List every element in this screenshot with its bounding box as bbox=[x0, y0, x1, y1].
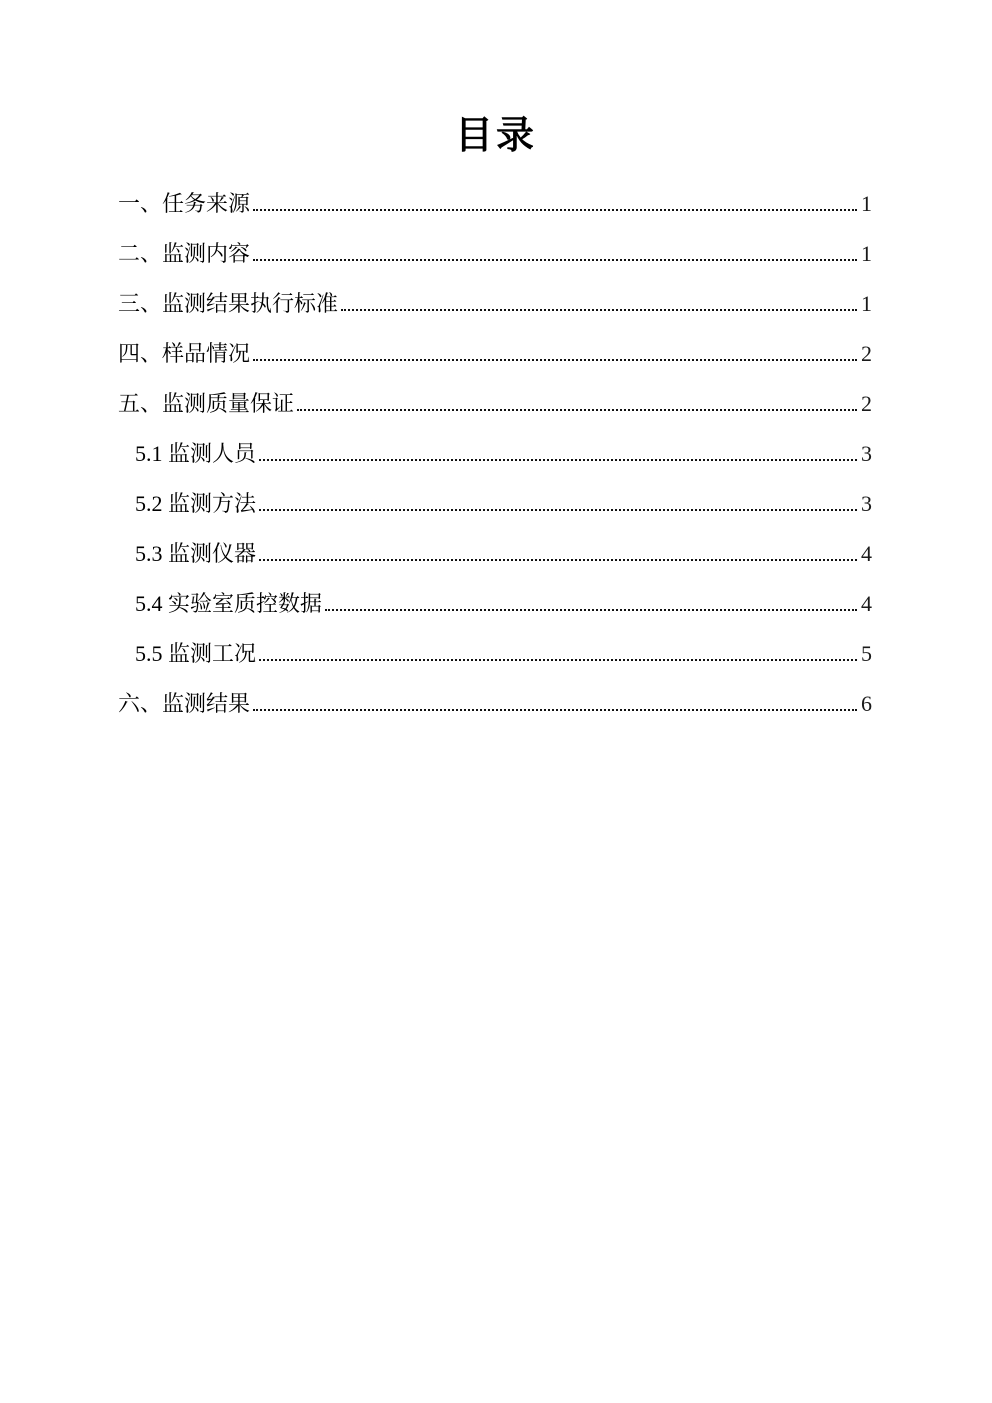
toc-page-number: 4 bbox=[861, 591, 872, 616]
toc-entry[interactable] bbox=[118, 329, 872, 379]
toc-title: 目录 bbox=[454, 115, 537, 157]
toc-entry[interactable] bbox=[135, 579, 872, 629]
toc-page-number: 6 bbox=[861, 691, 872, 716]
dot-leader bbox=[253, 209, 857, 211]
toc-entry[interactable] bbox=[135, 429, 872, 479]
dot-leader bbox=[297, 409, 857, 411]
dot-leader bbox=[259, 509, 857, 511]
toc-page-number: 5 bbox=[861, 641, 872, 666]
toc-entry-label: 六、监测结果 bbox=[118, 691, 251, 716]
toc-page-number: 1 bbox=[861, 191, 872, 216]
toc-entry[interactable] bbox=[118, 229, 872, 279]
toc-entry[interactable] bbox=[118, 679, 872, 729]
toc-entry[interactable] bbox=[135, 529, 872, 579]
toc-entry-label: 四、样品情况 bbox=[118, 341, 251, 366]
toc-page-number: 2 bbox=[861, 341, 872, 366]
toc-entry[interactable] bbox=[135, 629, 872, 679]
toc-page-number: 2 bbox=[861, 391, 872, 416]
dot-leader bbox=[259, 559, 857, 561]
toc-entry-label: 五、监测质量保证 bbox=[118, 391, 295, 416]
toc-entry[interactable] bbox=[135, 479, 872, 529]
table-of-contents bbox=[118, 179, 872, 729]
toc-page-number: 1 bbox=[861, 291, 872, 316]
toc-entry-label: 5.1 监测人员 bbox=[135, 441, 257, 466]
dot-leader bbox=[253, 359, 857, 361]
toc-entry-label: 5.2 监测方法 bbox=[135, 491, 257, 516]
toc-entry-label: 5.4 实验室质控数据 bbox=[135, 591, 323, 616]
toc-page-number: 3 bbox=[861, 491, 872, 516]
dot-leader bbox=[253, 709, 857, 711]
dot-leader bbox=[253, 259, 857, 261]
toc-page-number: 4 bbox=[861, 541, 872, 566]
toc-entry-label: 5.3 监测仪器 bbox=[135, 541, 257, 566]
dot-leader bbox=[325, 609, 857, 611]
toc-entry[interactable] bbox=[118, 279, 872, 329]
toc-entry-label: 三、监测结果执行标准 bbox=[118, 291, 339, 316]
toc-entry[interactable] bbox=[118, 179, 872, 229]
dot-leader bbox=[259, 459, 857, 461]
toc-entry-label: 5.5 监测工况 bbox=[135, 641, 257, 666]
toc-entry-label: 一、任务来源 bbox=[118, 191, 251, 216]
dot-leader bbox=[341, 309, 857, 311]
toc-page-number: 3 bbox=[861, 441, 872, 466]
dot-leader bbox=[259, 659, 857, 661]
toc-entry-label: 二、监测内容 bbox=[118, 241, 251, 266]
toc-entry[interactable] bbox=[118, 379, 872, 429]
toc-page-number: 1 bbox=[861, 241, 872, 266]
